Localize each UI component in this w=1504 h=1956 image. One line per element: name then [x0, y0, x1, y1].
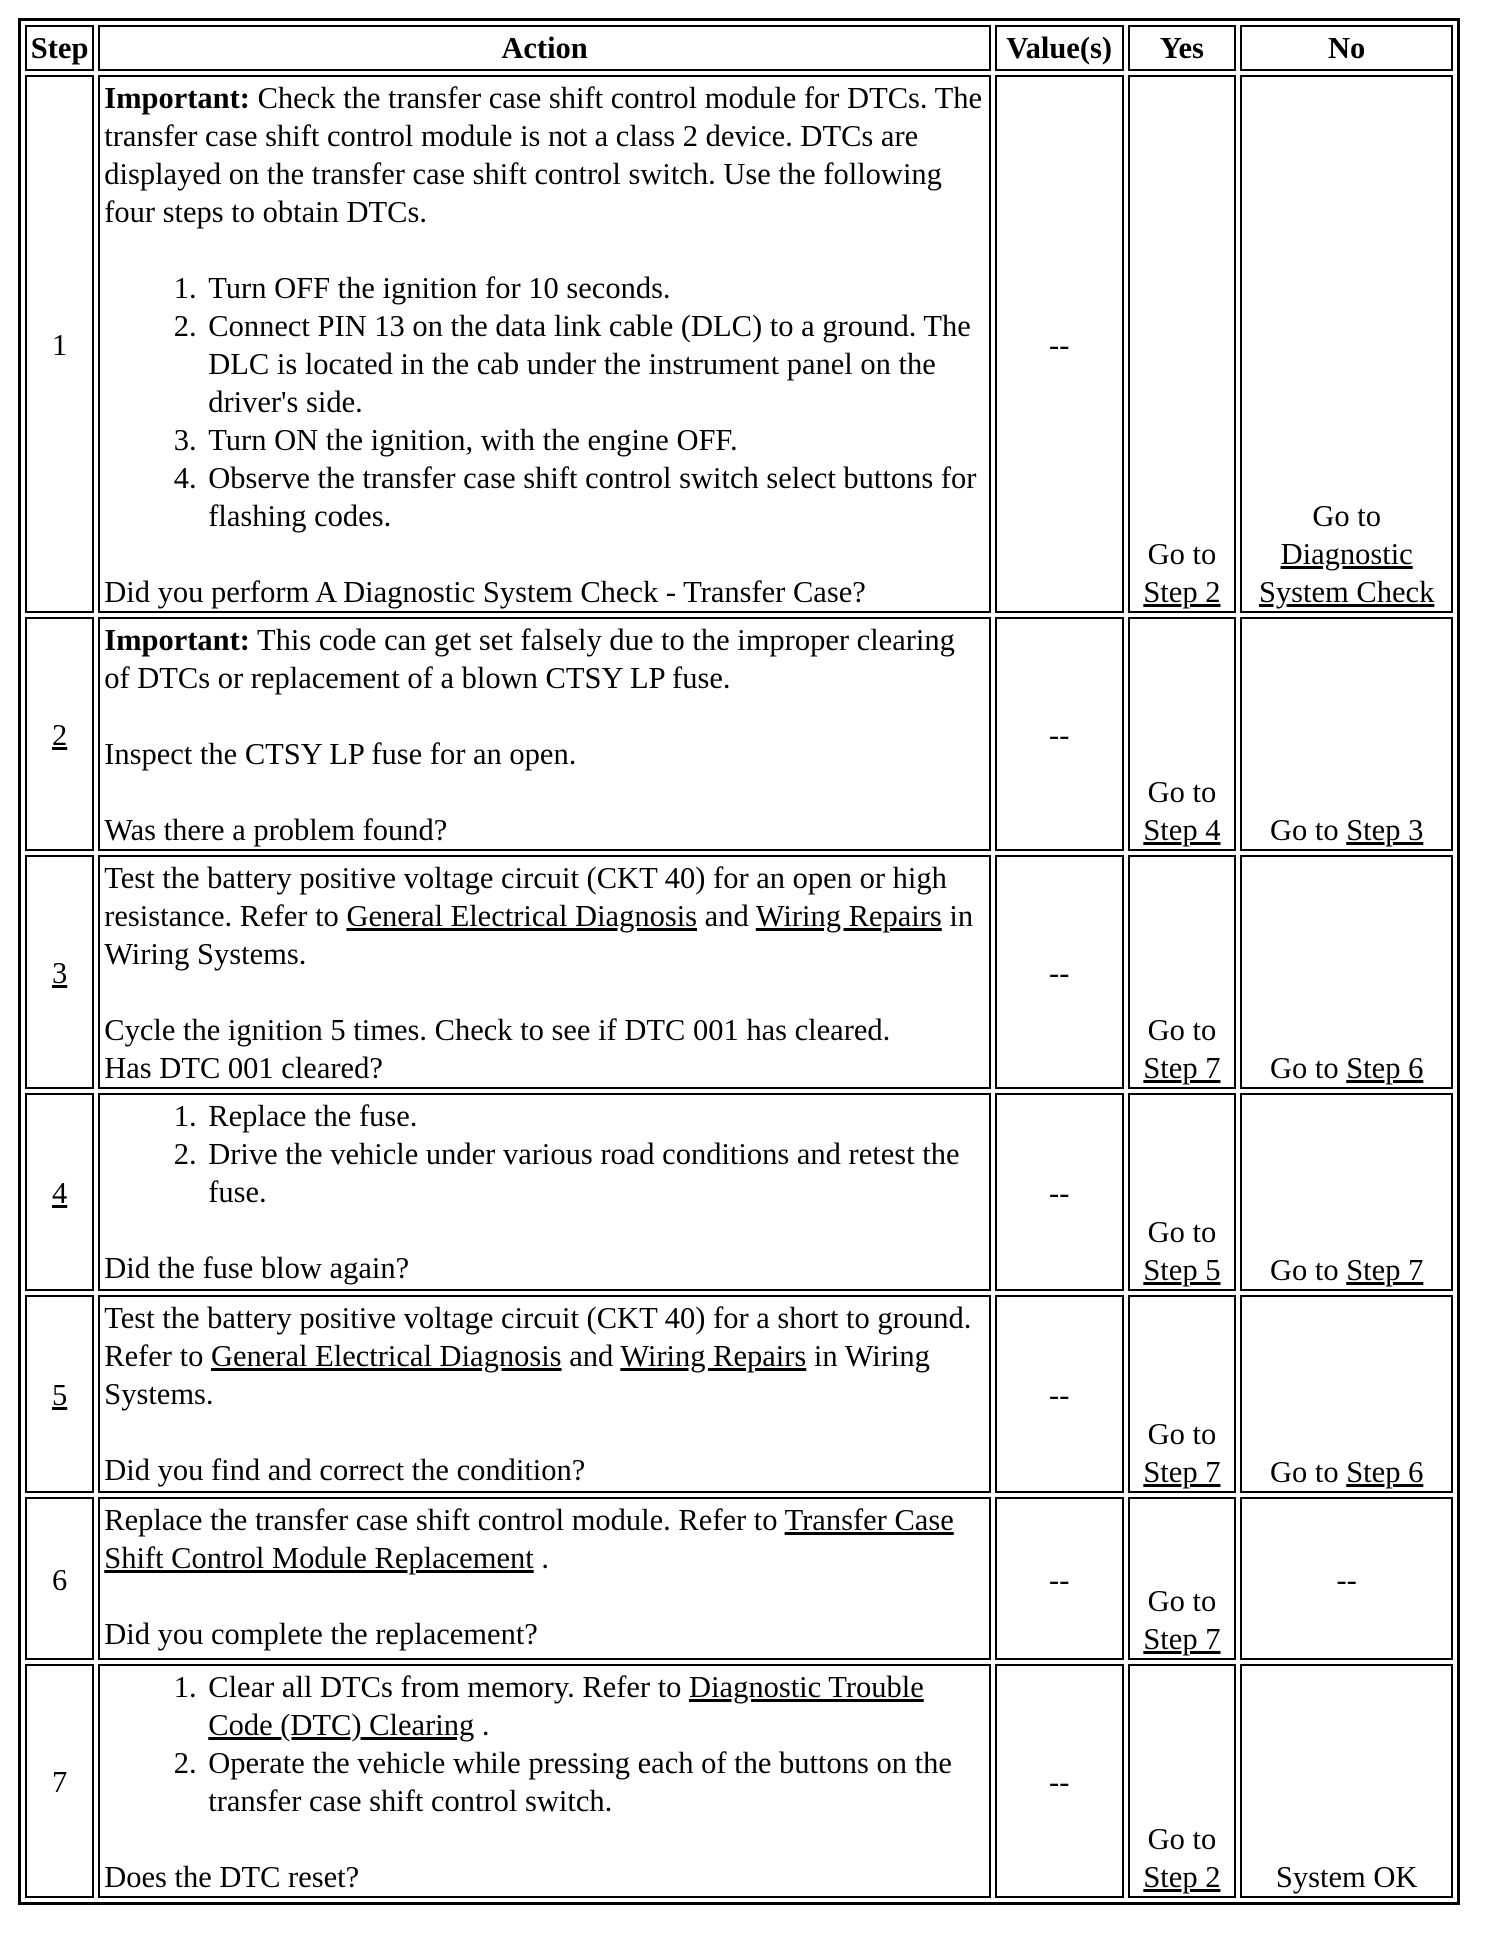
yes-prefix: Go to [1147, 1822, 1217, 1856]
question-text: Has DTC 001 cleared? [104, 1051, 383, 1085]
step-link-5[interactable]: 5 [51, 1378, 68, 1412]
instruction-text-part: . [533, 1541, 549, 1575]
list-item: 2. Drive the vehicle under various road conditions and retest the fuse. [204, 1135, 985, 1211]
question-text: Cycle the ignition 5 times. Check to see if DTC 001 has cleared. [104, 1013, 891, 1047]
instruction-text: Inspect the CTSY LP fuse for an open. [104, 737, 577, 771]
yes-prefix: Go to [1147, 775, 1217, 809]
yes-link-step-5[interactable]: Step 5 [1143, 1253, 1221, 1287]
step-number [25, 855, 94, 1089]
step-link-2[interactable]: 2 [51, 718, 68, 752]
list-item: 4. Observe the transfer case shift control switch select buttons for flashing codes. [204, 459, 985, 535]
step-link-4[interactable]: 4 [51, 1176, 68, 1210]
no-link-step-3[interactable]: Step 3 [1346, 813, 1424, 847]
instruction-text [104, 859, 985, 973]
yes-cell [1128, 1295, 1237, 1493]
yes-prefix: Go to [1147, 1417, 1217, 1451]
no-link-step-6[interactable]: Step 6 [1346, 1455, 1424, 1489]
value-cell: -- [995, 1664, 1124, 1898]
important-label: Important: [104, 81, 250, 115]
question-text: Did you complete the replacement? [104, 1617, 538, 1651]
yes-prefix: Go to [1147, 1215, 1217, 1249]
instruction-text-part: in Wiring Systems. [104, 899, 974, 971]
step-link-3[interactable]: 3 [51, 956, 68, 990]
no-prefix: Go to [1312, 499, 1381, 533]
general-electrical-diagnosis-link[interactable]: General Electrical Diagnosis [346, 899, 698, 933]
list-item: 2. Operate the vehicle while pressing each of the buttons on the transfer case shift control switch. [204, 1744, 985, 1820]
no-prefix: Go to [1269, 813, 1347, 847]
step-number [25, 617, 94, 851]
no-prefix: Go to [1269, 1253, 1347, 1287]
yes-link-step-7[interactable]: Step 7 [1143, 1455, 1221, 1489]
question-text: Does the DTC reset? [104, 1860, 360, 1894]
procedure-list [104, 269, 985, 535]
procedure-list [104, 1668, 985, 1820]
yes-link-step-2[interactable]: Step 2 [1143, 1860, 1221, 1894]
instruction-text-part: Test the battery positive voltage circuit (CKT 40) for a short to ground. Refer to [104, 1301, 972, 1373]
list-item: 3. Turn ON the ignition, with the engine OFF. [204, 421, 985, 459]
important-note [104, 79, 985, 231]
header-row [25, 25, 1453, 71]
yes-prefix: Go to [1147, 1584, 1217, 1618]
question-text: Did you perform A Diagnostic System Check - Transfer Case? [104, 575, 866, 609]
table-row-step-5 [25, 1295, 1453, 1493]
header-yes: Yes [1128, 25, 1237, 71]
no-cell: System OK [1240, 1664, 1453, 1898]
instruction-text-part: and [697, 899, 756, 933]
no-cell [1240, 617, 1453, 851]
instruction-text [104, 1501, 985, 1577]
list-item: 2. Connect PIN 13 on the data link cable (DLC) to a ground. The DLC is located in the cab under the instrument panel on the driver's side. [204, 307, 985, 421]
no-prefix: Go to [1269, 1455, 1347, 1489]
header-step: Step [25, 25, 94, 71]
step-number: 1 [25, 75, 94, 613]
no-cell [1240, 1295, 1453, 1493]
dtc-clearing-link[interactable]: Diagnostic Trouble Code (DTC) Clearing [208, 1670, 924, 1742]
value-cell: -- [995, 1497, 1124, 1660]
yes-cell [1128, 75, 1237, 613]
no-prefix: Go to [1269, 1051, 1347, 1085]
list-item [204, 1668, 985, 1744]
table-row-step-6 [25, 1497, 1453, 1660]
question-text: Did you find and correct the condition? [104, 1453, 586, 1487]
diagnostic-table [18, 18, 1460, 1905]
no-cell: -- [1240, 1497, 1453, 1660]
table-row-step-2 [25, 617, 1453, 851]
instruction-text [104, 1299, 985, 1413]
value-cell: -- [995, 855, 1124, 1089]
wiring-repairs-link[interactable]: Wiring Repairs [755, 899, 942, 933]
list-item-text: Clear all DTCs from memory. Refer to [208, 1670, 690, 1704]
yes-link-step-2[interactable]: Step 2 [1143, 575, 1221, 609]
instruction-text-part: and [561, 1339, 621, 1373]
header-values: Value(s) [995, 25, 1124, 71]
action-cell [98, 1664, 991, 1898]
wiring-repairs-link[interactable]: Wiring Repairs [620, 1339, 807, 1373]
yes-cell [1128, 855, 1237, 1089]
instruction-text-part: Replace the transfer case shift control module. Refer to [104, 1503, 785, 1537]
yes-prefix: Go to [1147, 537, 1217, 571]
table-row-step-3 [25, 855, 1453, 1089]
yes-cell [1128, 617, 1237, 851]
header-no: No [1240, 25, 1453, 71]
instruction-text-part: in Wiring Systems. [104, 1339, 930, 1411]
important-note [104, 621, 985, 697]
question-text: Was there a problem found? [104, 813, 448, 847]
important-label: Important: [104, 623, 250, 657]
value-cell: -- [995, 1295, 1124, 1493]
yes-link-step-7[interactable]: Step 7 [1143, 1622, 1221, 1656]
instruction-text-part: Test the battery positive voltage circuit (CKT 40) for an open or high resistance. Refer to [104, 861, 947, 933]
no-cell [1240, 75, 1453, 613]
yes-link-step-4[interactable]: Step 4 [1143, 813, 1221, 847]
list-item: 1. Turn OFF the ignition for 10 seconds. [204, 269, 985, 307]
no-link-step-6[interactable]: Step 6 [1346, 1051, 1424, 1085]
value-cell: -- [995, 75, 1124, 613]
list-item: 1. Replace the fuse. [204, 1097, 985, 1135]
module-replacement-link[interactable]: Transfer Case Shift Control Module Replacement [104, 1503, 954, 1575]
yes-cell [1128, 1093, 1237, 1291]
yes-cell [1128, 1497, 1237, 1660]
step-number [25, 1295, 94, 1493]
action-cell [98, 1093, 991, 1291]
list-item-text: . [474, 1708, 490, 1742]
diagnostic-table-wrapper [18, 18, 1460, 1905]
value-cell: -- [995, 1093, 1124, 1291]
no-cell [1240, 855, 1453, 1089]
yes-prefix: Go to [1147, 1013, 1217, 1047]
action-cell [98, 855, 991, 1089]
header-action: Action [98, 25, 991, 71]
yes-cell [1128, 1664, 1237, 1898]
table-row-step-4 [25, 1093, 1453, 1291]
general-electrical-diagnosis-link[interactable]: General Electrical Diagnosis [210, 1339, 562, 1373]
value-cell: -- [995, 617, 1124, 851]
important-text: Check the transfer case shift control module for DTCs. The transfer case shift control module is not a class 2 device. DTCs are displayed on the transfer case shift control switch. Use the following four steps to obtain DTCs. [104, 81, 983, 229]
action-cell [98, 617, 991, 851]
yes-link-step-7[interactable]: Step 7 [1143, 1051, 1221, 1085]
action-cell [98, 1497, 991, 1660]
action-cell [98, 1295, 991, 1493]
procedure-list [104, 1097, 985, 1211]
no-link-diagnostic-system-check[interactable]: Diagnostic System Check [1258, 537, 1435, 609]
table-row-step-1 [25, 75, 1453, 613]
step-number [25, 1093, 94, 1291]
table-row-step-7 [25, 1664, 1453, 1898]
step-number: 7 [25, 1664, 94, 1898]
action-cell [98, 75, 991, 613]
step-number: 6 [25, 1497, 94, 1660]
question-text: Did the fuse blow again? [104, 1251, 410, 1285]
important-text: This code can get set falsely due to the improper clearing of DTCs or replacement of a blown CTSY LP fuse. [104, 623, 955, 695]
no-cell [1240, 1093, 1453, 1291]
no-link-step-7[interactable]: Step 7 [1346, 1253, 1424, 1287]
